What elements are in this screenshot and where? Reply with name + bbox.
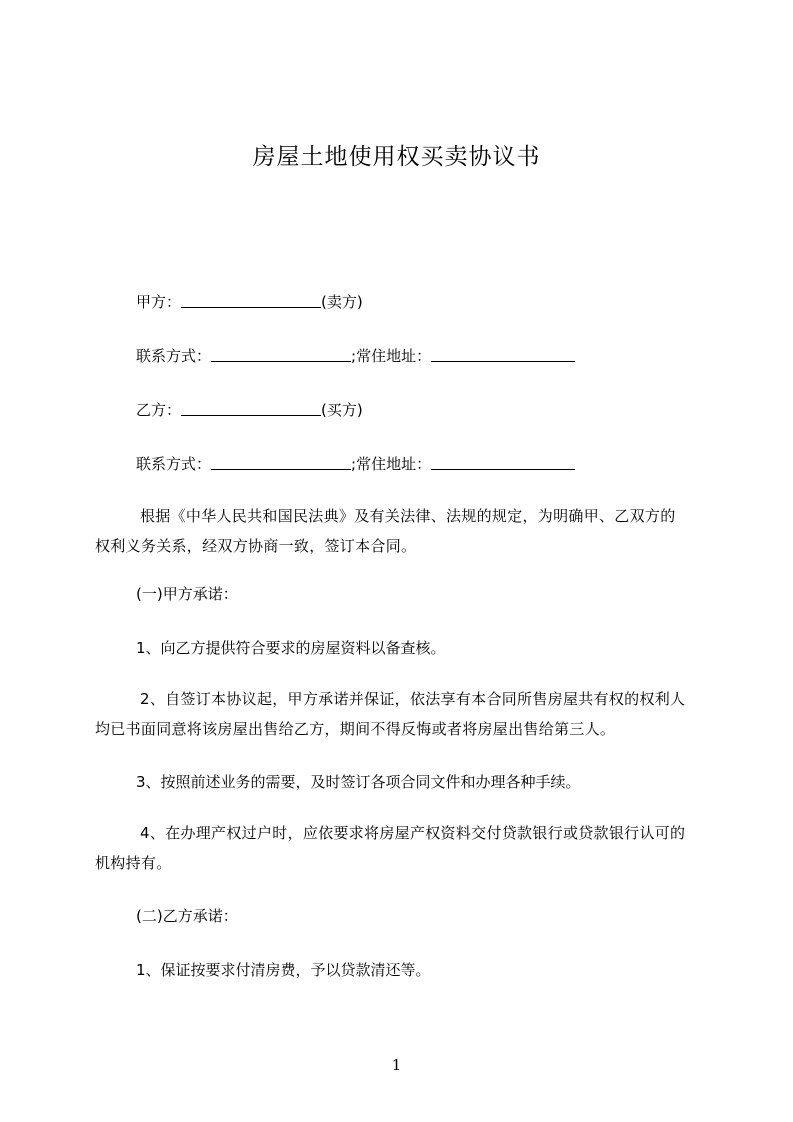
section-b-item-1: 1、保证按要求付清房费，予以贷款清还等。 (136, 961, 431, 979)
section-a-item-4-line-1: 4、在办理产权过户时，应依要求将房屋产权资料交付贷款银行或贷款银行认可的 (140, 824, 686, 842)
section-b-heading: (二)乙方承诺： (136, 907, 238, 925)
address-blank (431, 347, 575, 362)
section-a-item-4-line-2: 机构持有。 (95, 854, 172, 872)
contact-blank (211, 455, 351, 470)
section-a-item-4 (95, 818, 710, 878)
section-a-item-2-line-1: 2、自签订本协议起，甲方承诺并保证，依法享有本合同所售房屋共有权的权利人 (140, 690, 686, 708)
party-a-line (136, 292, 363, 312)
section-a-item-2 (95, 684, 710, 744)
party-b-label: 乙方： (136, 401, 182, 419)
preamble-paragraph (95, 501, 710, 561)
address-blank (431, 455, 575, 470)
preamble-line-2: 权利义务关系，经双方协商一致，签订本合同。 (95, 537, 417, 555)
section-a-heading: (一)甲方承诺： (136, 585, 238, 603)
address-label: ;常住地址： (351, 455, 432, 473)
party-a-contact-line (136, 346, 575, 366)
party-b-blank (181, 401, 321, 416)
party-a-label: 甲方： (136, 293, 182, 311)
party-b-suffix: (买方) (321, 401, 363, 419)
party-b-contact-line (136, 454, 575, 474)
preamble-line-1: 根据《中华人民共和国民法典》及有关法律、法规的规定，为明确甲、乙双方的 (140, 507, 676, 525)
party-a-suffix: (卖方) (321, 293, 363, 311)
page-number: 1 (391, 1056, 402, 1074)
section-a-item-1: 1、向乙方提供符合要求的房屋资料以备查核。 (136, 639, 446, 657)
party-a-blank (181, 293, 321, 308)
contact-label: 联系方式： (136, 455, 212, 473)
address-label: ;常住地址： (351, 347, 432, 365)
contact-label: 联系方式： (136, 347, 212, 365)
section-a-item-2-line-2: 均已书面同意将该房屋出售给乙方，期间不得反悔或者将房屋出售给第三人。 (95, 720, 616, 738)
section-a-item-3: 3、按照前述业务的需要，及时签订各项合同文件和办理各种手续。 (136, 773, 581, 791)
document-title: 房屋土地使用权买卖协议书 (252, 144, 541, 170)
party-b-line (136, 400, 363, 420)
contact-blank (211, 347, 351, 362)
